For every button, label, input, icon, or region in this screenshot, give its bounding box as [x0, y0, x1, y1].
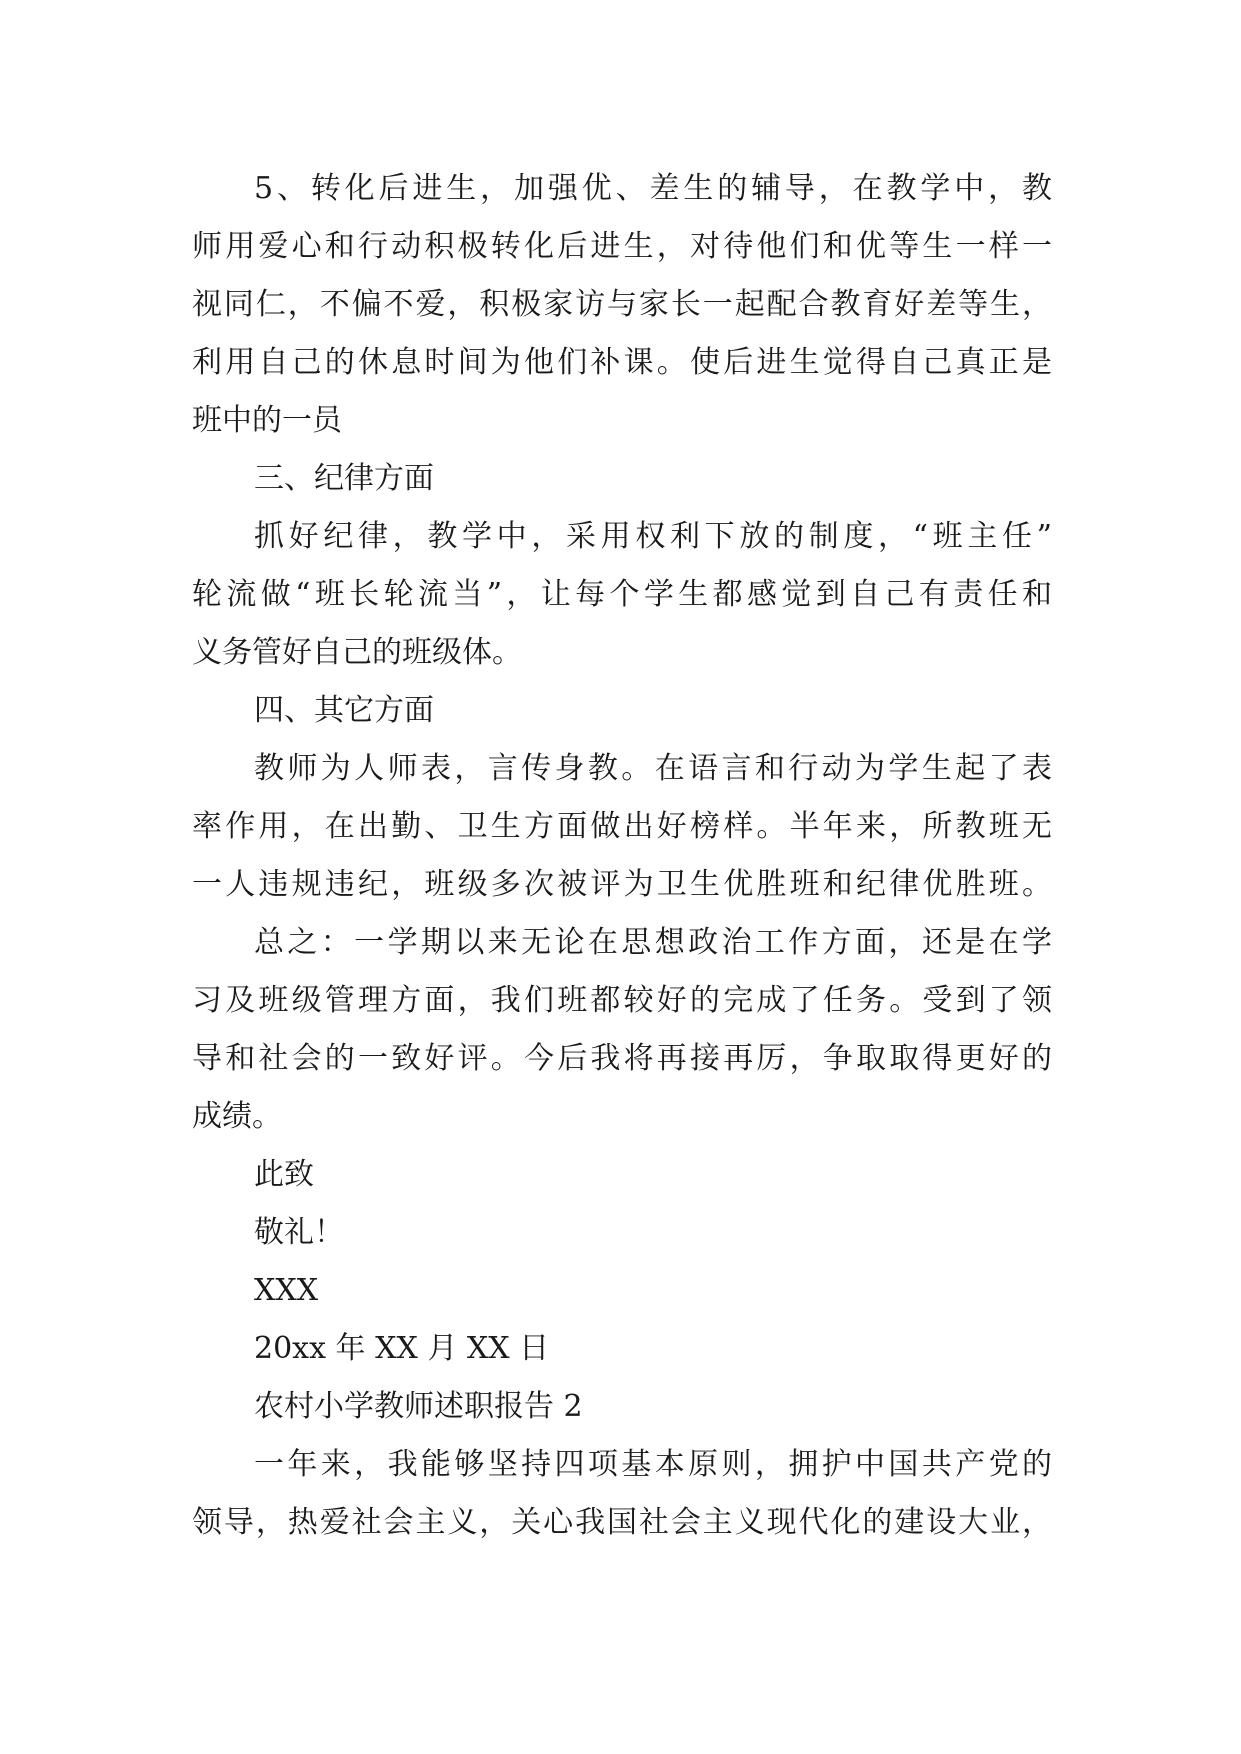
section-heading: 三、纪律方面: [254, 461, 434, 496]
document-body: [192, 160, 1052, 1552]
document-title: 农村小学教师述职报告 2: [254, 1389, 583, 1424]
paragraph-line: 一人违规违纪，班级多次被评为卫生优胜班和纪律优胜班。: [192, 867, 1052, 902]
paragraph-line: 教师为人师表，言传身教。在语言和行动为学生起了表: [254, 751, 1052, 786]
closing-line: 敬礼！: [254, 1215, 344, 1250]
signature-date: 20xx 年 XX 月 XX 日: [254, 1331, 550, 1366]
paragraph-line: 义务管好自己的班级体。: [192, 635, 522, 670]
closing-line: 此致: [254, 1157, 314, 1192]
paragraph-line: 领导，热爱社会主义，关心我国社会主义现代化的建设大业，: [192, 1505, 1052, 1540]
paragraph-line: 抓好纪律，教学中，采用权利下放的制度，“班主任”: [254, 519, 1052, 554]
paragraph-line: 5、转化后进生，加强优、差生的辅导，在教学中，教: [254, 171, 1052, 206]
signature-name: XXX: [254, 1273, 319, 1308]
section-heading: 四、其它方面: [254, 693, 434, 728]
paragraph-line: 利用自己的休息时间为他们补课。使后进生觉得自己真正是: [192, 345, 1052, 380]
paragraph-line: 率作用，在出勤、卫生方面做出好榜样。半年来，所教班无: [192, 809, 1052, 844]
paragraph-line: 成绩。: [192, 1099, 282, 1134]
paragraph-line: 轮流做“班长轮流当”，让每个学生都感觉到自己有责任和: [192, 577, 1052, 612]
paragraph-line: 师用爱心和行动积极转化后进生，对待他们和优等生一样一: [192, 229, 1052, 264]
paragraph-line: 导和社会的一致好评。今后我将再接再厉，争取取得更好的: [192, 1041, 1052, 1076]
paragraph-line: 总之：一学期以来无论在思想政治工作方面，还是在学: [254, 925, 1052, 960]
paragraph-line: 一年来，我能够坚持四项基本原则，拥护中国共产党的: [254, 1447, 1052, 1482]
paragraph-line: 习及班级管理方面，我们班都较好的完成了任务。受到了领: [192, 983, 1052, 1018]
paragraph-line: 视同仁，不偏不爱，积极家访与家长一起配合教育好差等生，: [192, 287, 1052, 322]
paragraph-line: 班中的一员: [192, 403, 342, 438]
